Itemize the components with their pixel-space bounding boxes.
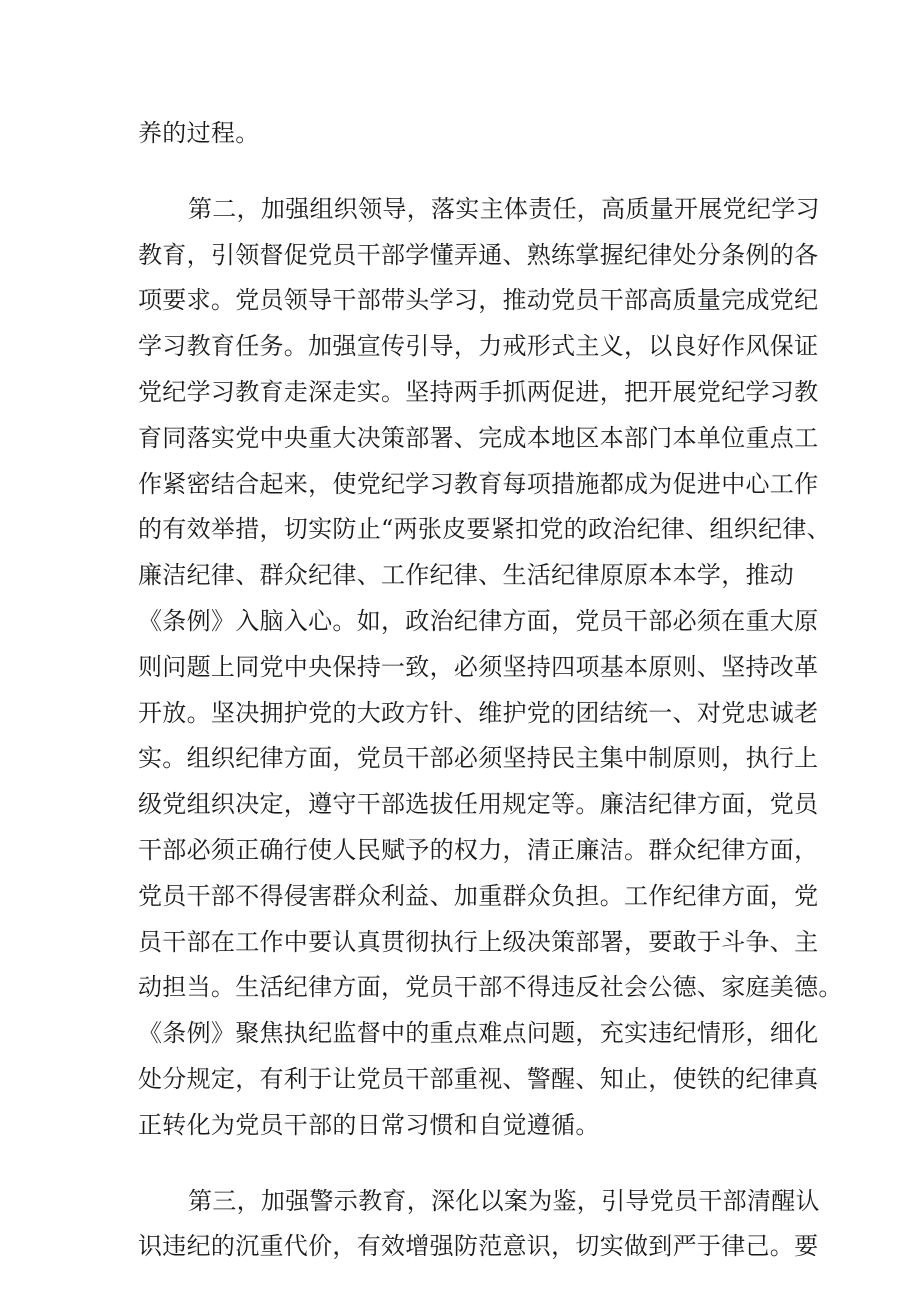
- document-body: [138, 111, 843, 1270]
- text-line: 动担当。生活纪律方面，党员干部不得违反社会公德、家庭美德。: [138, 973, 843, 1002]
- text-line: 育同落实党中央重大决策部署、完成本地区本部门本单位重点工: [138, 423, 819, 452]
- text-line: 开放。坚决拥护党的大政方针、维护党的团结统一、对党忠诚老: [138, 698, 819, 727]
- text-line: 党纪学习教育走深走实。坚持两手抓两促进，把开展党纪学习教: [138, 377, 819, 406]
- text-line: 作紧密结合起来，使党纪学习教育每项措施都成为促进中心工作: [138, 469, 819, 498]
- text-line: 则问题上同党中央保持一致，必须坚持四项基本原则、坚持改革: [138, 652, 819, 681]
- text-line: 员干部在工作中要认真贯彻执行上级决策部署，要敢于斗争、主: [138, 927, 819, 956]
- text-line: 第二，加强组织领导，落实主体责任，高质量开展党纪学习: [188, 194, 820, 223]
- text-line: 识违纪的沉重代价，有效增强防范意识，切实做到严于律己。要: [138, 1232, 819, 1261]
- text-line: 处分规定，有利于让党员干部重视、警醒、知止，使铁的纪律真: [138, 1064, 819, 1093]
- text-line: 《条例》入脑入心。如，政治纪律方面，党员干部必须在重大原: [138, 606, 819, 635]
- text-line: 的有效举措，切实防止“两张皮要紧扣党的政治纪律、组织纪律、: [138, 515, 831, 544]
- text-line: 实。组织纪律方面，党员干部必须坚持民主集中制原则，执行上: [138, 744, 819, 773]
- text-line: 正转化为党员干部的日常习惯和自觉遵循。: [138, 1110, 600, 1139]
- text-line: 教育，引领督促党员干部学懂弄通、熟练掌握纪律处分条例的各: [138, 240, 819, 269]
- text-line: 学习教育任务。加强宣传引导，力戒形式主义，以良好作风保证: [138, 332, 819, 361]
- text-line: 党员干部不得侵害群众利益、加重群众负担。工作纪律方面，党: [138, 881, 819, 910]
- text-line: 项要求。党员领导干部带头学习，推动党员干部高质量完成党纪: [138, 286, 819, 315]
- paragraph-second: [138, 187, 843, 1149]
- text-line: 级党组织决定，遵守干部选拔任用规定等。廉洁纪律方面，党员: [138, 790, 819, 819]
- paragraph-third: [138, 1179, 820, 1271]
- text-line: 干部必须正确行使人民赋予的权力，清正廉洁。群众纪律方面，: [138, 835, 819, 864]
- paragraph-continuation: [138, 111, 786, 157]
- text-line: 第三，加强警示教育，深化以案为鉴，引导党员干部清醒认: [188, 1186, 820, 1215]
- text-line: 廉洁纪律、群众纪律、工作纪律、生活纪律原原本本学，推动: [138, 561, 795, 590]
- text-line: 养的过程。: [138, 119, 260, 147]
- text-line: 《条例》聚焦执纪监督中的重点难点问题，充实违纪情形，细化: [138, 1019, 819, 1048]
